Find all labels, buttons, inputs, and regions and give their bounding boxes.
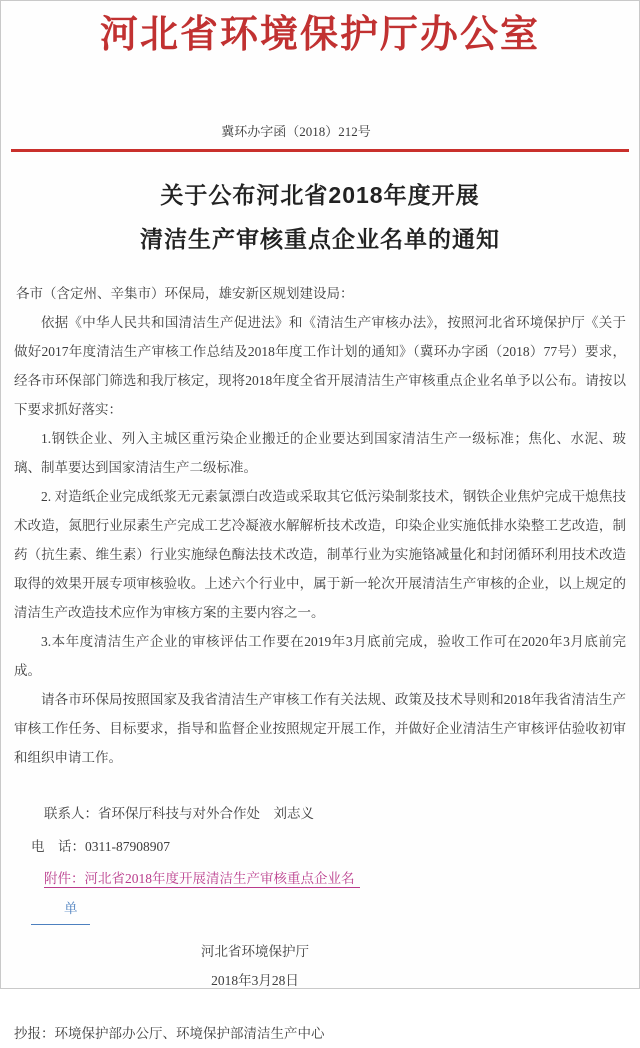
body-paragraph-basis: 依据《中华人民共和国清洁生产促进法》和《清洁生产审核办法》，按照河北省环境保护厅《关于做好2017年度清洁生产审核工作总结及2018年度工作计划的通知》（冀环办字函（2018）77号）要求，经各市环保部门筛选和我厅核定，现将2018年度全省开展清洁生产审核重点企业名单予以公布。请按以下要求抓好落实： xyxy=(14,315,626,417)
document-number: 冀环办字函（2018）212号 xyxy=(221,124,371,139)
cc-line: 抄报：环境保护部办公厅、环境保护部清洁生产中心 xyxy=(14,1026,325,1041)
body-paragraph-item-3: 3.本年度清洁生产企业的审核评估工作要在2019年3月底前完成，验收工作可在2020年3月底前完成。 xyxy=(14,634,626,678)
attachment-link-row xyxy=(44,864,626,893)
body-paragraph-item-2: 2. 对造纸企业完成纸浆无元素氯漂白改造或采取其它低污染制浆技术，钢铁企业焦炉完成干熄焦技术改造，氮肥行业尿素生产完成工艺冷凝液水解解析技术改造，印染企业实施低排水染整工艺改造，制药（抗生素、维生素）行业实施绿色酶法技术改造，制革行业为实施铬减量化和封闭循环利用技术改造取得的效果开展专项审核验收。上述六个行业中，属于新一轮次开展清洁生产审核的企业，以上规定的清洁生产改造技术应作为审核方案的主要内容之一。 xyxy=(14,489,626,620)
body-paragraph-item-1: 1.钢铁企业、列入主城区重污染企业搬迁的企业要达到国家清洁生产一级标准；焦化、水泥、玻璃、制革要达到国家清洁生产二级标准。 xyxy=(14,431,626,475)
signature-date: 2018年3月28日 xyxy=(211,973,299,988)
attachment-link[interactable]: 附件：河北省2018年度开展清洁生产审核重点企业名 xyxy=(44,871,360,888)
signature-org: 河北省环境保护厅 xyxy=(201,944,309,959)
red-divider-rule xyxy=(11,149,629,152)
attachment-link-continuation-row xyxy=(14,894,626,925)
issuing-org-header: 河北省环境保护厅办公室 xyxy=(99,14,540,56)
attachment-link-continuation[interactable]: 单 xyxy=(31,894,90,925)
body-paragraph-request: 请各市环保局按照国家及我省清洁生产审核工作有关法规、政策及技术导则和2018年我省清洁生产审核工作任务、目标要求，指导和监督企业按照规定开展工作，并做好企业清洁生产审核评估验收初审和组织申请工作。 xyxy=(14,692,626,765)
contact-phone-line: 电 话：0311-87908907 xyxy=(31,839,170,854)
salutation: 各市（含定州、辛集市）环保局，雄安新区规划建设局： xyxy=(16,286,354,301)
document-body xyxy=(14,308,626,772)
contact-person-line: 联系人：省环保厅科技与对外合作处 刘志义 xyxy=(44,806,314,821)
document-title xyxy=(1,173,639,261)
document-title-line-2: 清洁生产审核重点企业名单的通知 xyxy=(140,226,500,252)
document-title-line-1: 关于公布河北省2018年度开展 xyxy=(160,182,480,208)
attachment-section xyxy=(14,864,626,925)
